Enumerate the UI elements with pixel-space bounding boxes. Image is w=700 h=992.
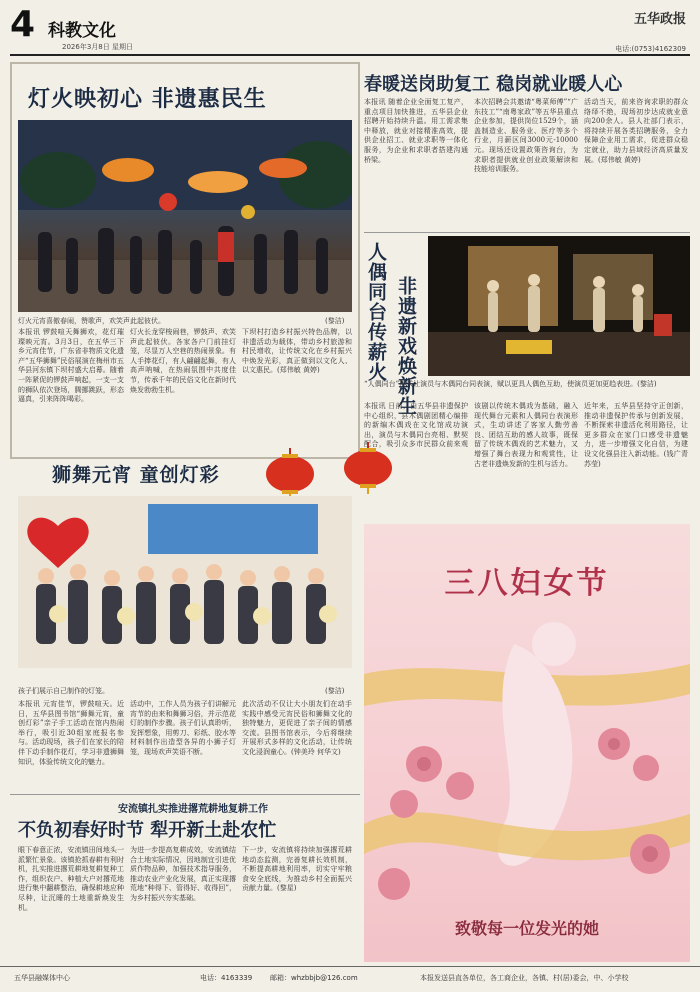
story5-kicker: 安流镇扎实推进撂荒耕地复耕工作 [118, 804, 268, 815]
header-rule [10, 54, 690, 56]
womens-day-ad [364, 524, 690, 962]
story4-title: 狮舞元宵 童创灯彩 [52, 464, 220, 486]
story1-photo [18, 120, 352, 312]
story5-col1: 眼下春意正浓，安流镇田间地头一派繁忙景象。该镇抢抓春耕有利时机，扎实推进撂荒耕地复耕复种工作，组织农户、种植大户对撂荒地进行集中翻耕整治，确保耕地应种尽种，让沉睡的土地重新焕发生机。 [18, 846, 124, 912]
lantern-festival-illustration [18, 120, 352, 312]
date-line: 2026年3月8日 星期日 [62, 43, 133, 51]
story3-col1: 本报讯 日前，由五华县非遗保护中心组织，县木偶剧团精心编排的新编木偶戏在文化馆成功演出，演员与木偶同台亮相、默契配合，吸引众多市民群众前来观 [364, 402, 468, 449]
story2-col2: 本次招聘会共邀请“粤菜师傅”“广东技工”“南粤家政”等五华县重点企业参加，提供岗位1529个，涵盖制造业、服务业、医疗等多个行业，月薪区间3000元-10000元。现场还设置政策咨询台，为求职者提供就业创业政策解读和技能培训服务。 [474, 98, 578, 174]
story1-credit: (黎洁) [325, 317, 345, 325]
story3-caption: “人偶同台”模式让演员与木偶同台同表演，赋以更具人偶色互助，使演员更加更趋表进。(黎洁) [364, 380, 657, 388]
story1-title: 灯火映初心 非遗惠民生 [28, 86, 267, 112]
footer [0, 966, 700, 989]
story2-col3: 活动当天，前来咨询求职的群众络绎不绝，现场初步达成就业意向200余人。县人社部门表示，将持续开展各类招聘服务，全力保障企业用工需求，促进群众稳定就业，助力县域经济高质量发展。(郑伟敏 黄婷) [584, 98, 688, 164]
footer-org: 五华县融媒体中心 [14, 974, 70, 982]
divider [364, 232, 690, 233]
story1-col1: 本报讯 锣鼓喧天舞狮欢，花灯璀璨映元宵。3月3日，在五华三下乡元宵佳节，广东省非物质文化遗产“五华狮舞”民俗展演在梅州市五华县河东镇下坝村盛大启幕。随着一阵紧促的锣鼓声响起，一支一支的狮队依次登场，腾挪跳跃，形态逼真，引来阵阵喝彩。 [18, 328, 124, 404]
story3-vtitle-right: 非遗新戏焕新生 [395, 276, 417, 416]
story4-credit: (黎洁) [325, 687, 345, 695]
section-title: 科教文化 [48, 21, 116, 41]
footer-email: 邮箱：whzbbjb@126.com [270, 974, 358, 982]
story2-col1: 本报讯 随着企业全面复工复产，重点项目加快推进，五华县企业招聘开始持续升温。用工需求集中释放，就业对接精准高效，提供企业招工、就业求职等一体化服务，为企业和求职者搭建沟通桥梁。 [364, 98, 468, 164]
paper-name: 五华政报 [633, 12, 686, 27]
editor-line: 电话:(0753)4162309 [615, 45, 686, 53]
story5-col3: 下一步，安流镇将持续加强撂荒耕地动态监测，完善复耕长效机制，不断提高耕地利用率，切实守牢粮食安全底线，为推动乡村全面振兴贡献力量。(黎星) [242, 846, 352, 893]
story3-vtitle-left: 人偶同台传薪火 [365, 242, 387, 382]
story4-col2: 活动中，工作人员为孩子们讲解元宵节的由来和舞狮习俗，并示范花灯的制作步骤。孩子们认真聆听，发挥想象，用剪刀、彩纸、胶水等材料制作出造型各异的小狮子灯笼，现场欢声笑语不断。 [130, 700, 236, 756]
story3-photo [428, 236, 690, 376]
story1-col3: 下坝村打造乡村振兴特色品牌，以非遗活动为载体，带动乡村旅游和村民增收，让传统文化在乡村振兴中焕发光彩，真正做到以文化人、以文惠民。(郑伟敏 黄婷) [242, 328, 352, 375]
story5-col2: 为进一步提高复耕成效，安流镇结合土地实际情况，因地制宜引进优质作物品种，加强技术指导服务，推动农业产业化发展，真正实现撂荒地“种得下、管得好、收得回”，为乡村振兴夯实基础。 [130, 846, 236, 902]
story3-col3: 近年来，五华县坚持守正创新，推动非遗保护传承与创新发展，不断探索非遗活化利用路径，让更多群众在家门口感受非遗魅力，进一步增强文化自信，为建设文化强县注入新动能。(钱广青 苏莹) [584, 402, 688, 468]
story4-photo [18, 496, 352, 668]
story5-title: 不负初春好时节 犁开新土赴农忙 [18, 820, 277, 841]
ad-subtitle: 致敬每一位发光的她 [454, 919, 599, 938]
lantern-decoration-1 [262, 448, 318, 500]
footer-tel: 电话：4163339 [200, 974, 253, 982]
story3-col2: 该剧以传统木偶戏为基础，融入现代舞台元素和人偶同台表演形式，生动讲述了客家人勤劳善良、团结互助的感人故事，既保留了传统木偶戏的艺术魅力，又增强了舞台表现力和观赏性，让古老非遗焕发新的生机与活力。 [474, 402, 578, 468]
ad-title: 三八妇女节 [444, 566, 610, 601]
story4-col3: 此次活动不仅让大小朋友们在动手实践中感受元宵民俗和狮舞文化的独特魅力，更促进了亲子间的情感交流。县图书馆表示，今后将继续开展形式多样的文化活动，让传统文化浸润童心。(钟美玲 何华文) [242, 700, 352, 756]
story2-title: 春暖送岗助复工 稳岗就业暖人心 [364, 74, 623, 95]
story4-caption: 孩子们展示自己制作的灯笼。 [18, 687, 109, 695]
page-number: 4 [10, 4, 36, 45]
story4-col1: 本报讯 元宵佳节，锣鼓喧天。近日，五华县图书馆“狮舞元宵，童创灯彩”亲子手工活动在馆内热闹举行，吸引近30组家庭报名参与。活动现场，孩子们在家长的陪伴下动手制作花灯，学习非遗狮舞知识，体验传统文化的魅力。 [18, 700, 124, 766]
footer-distribution: 本报发送县直各单位，各工商企业，各镇、村(居)委会，中、小学校 [420, 974, 629, 982]
divider [10, 794, 360, 795]
story1-caption: 灯火元宵喜傲春闹，赞歌声，欢笑声此起彼伏。 [18, 317, 165, 325]
red-lantern-icon [262, 448, 318, 500]
children-lantern-illustration [18, 496, 352, 668]
lantern-decoration-2 [340, 442, 396, 494]
red-lantern-icon [340, 442, 396, 494]
story1-col2: 灯火长龙穿梭闹巷，锣鼓声、欢笑声此起彼伏。各家各户门前挂灯笼，尽显万人空巷的热闹景象。有人手捧花灯，有人翩翩起舞，有人高声呐喊，在热闹氛围中共度佳节，传承千年的民俗文化在新时代焕发勃勃生机。 [130, 328, 236, 394]
puppet-stage-illustration [428, 236, 690, 376]
